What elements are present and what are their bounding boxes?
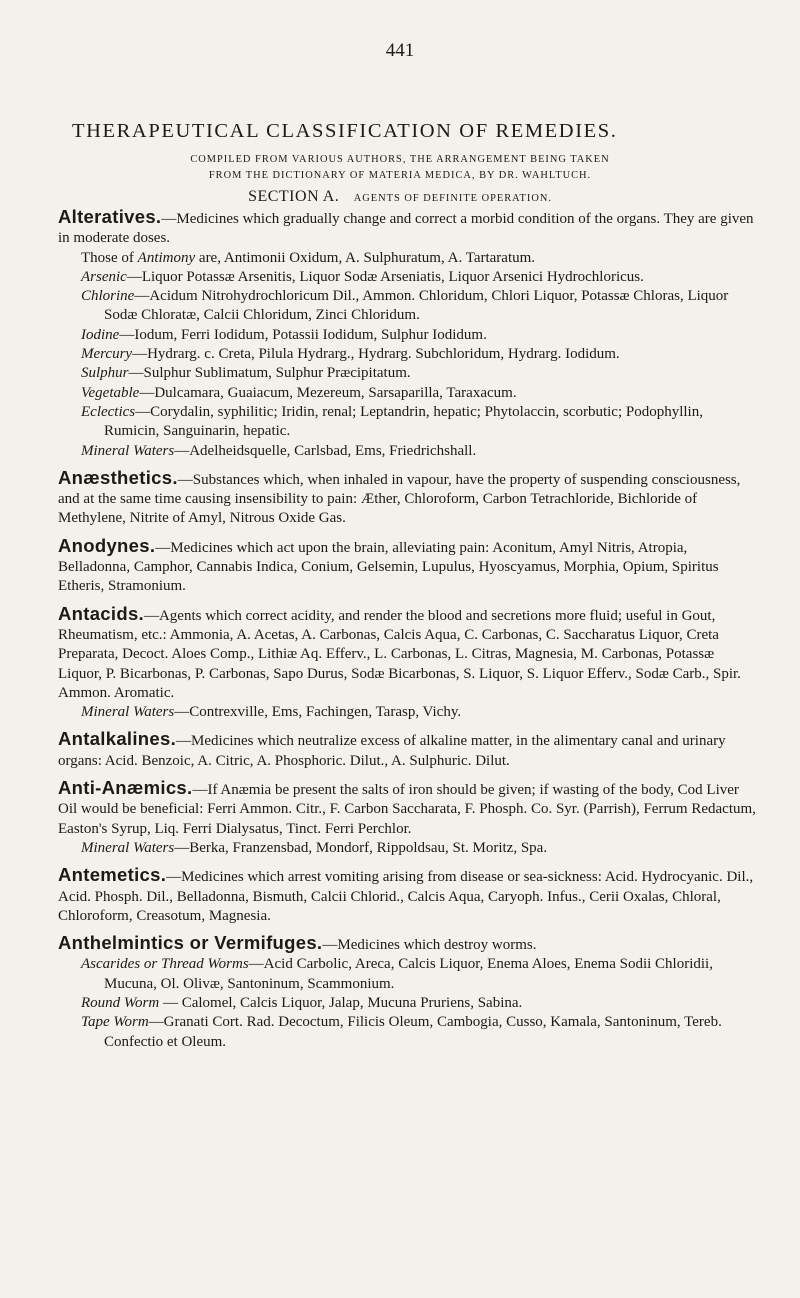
sub-entry-label: Antimony xyxy=(137,249,196,266)
entry-text: —Medicines which arrest vomiting arising from disease or sea-sickness: Acid. Hydrocyanic. Dil., Acid. Phosph. Dil., Belladonna, Bismuth, Calcii Chlorid., Calcis Aqua, Caryoph. Infus., Cerii Oxalas, Chloral, Chloroform, Creasotum, Magnesia. xyxy=(58,869,754,924)
sub-entry-label: Ascarides or Thread Worms xyxy=(81,956,249,973)
sub-entry-label: Iodine xyxy=(81,326,120,343)
entry-text: —Medicines which act upon the brain, alleviating pain: Aconitum, Amyl Nitris, Atropia, Belladonna, Camphor, Cannabis Indica, Conium, Gelsemin, Lupulus, Hyoscyamus, Morphia, Opium, Spiritus Etheris, Stramonium. xyxy=(58,539,719,595)
page-title: THERAPEUTICAL CLASSIFICATION OF REMEDIES. xyxy=(72,120,618,142)
sub-entry xyxy=(81,345,758,364)
entry-anthelmintics xyxy=(58,933,758,1052)
entry-text: —Medicines which gradually change and correct a morbid condition of the organs. They are given in moderate doses. xyxy=(58,211,754,247)
section-description: AGENTS OF DEFINITE OPERATION. xyxy=(353,193,552,204)
sub-entry-text: —Berka, Franzensbad, Mondorf, Rippoldsau, St. Moritz, Spa. xyxy=(174,839,548,856)
sub-entry-text: —Liquor Potassæ Arsenitis, Liquor Sodæ Arseniatis, Liquor Arsenici Hydrochloricus. xyxy=(126,268,644,285)
sub-entry-text: —Acidum Nitrohydrochloricum Dil., Ammon. Chloridum, Chlori Liquor, Potassæ Chloras, Liquor Sodæ Chloratæ, Calcii Chloridum, Zinci Chloridum. xyxy=(104,288,729,324)
sub-entry-text: —Dulcamara, Guaiacum, Mezereum, Sarsaparilla, Taraxacum. xyxy=(139,384,517,401)
sub-entry-text: —Hydrarg. c. Creta, Pilula Hydrarg., Hydrarg. Subchloridum, Hydrarg. Iodidum. xyxy=(132,346,620,363)
sub-entry xyxy=(81,994,758,1013)
entry-heading: Anti-Anæmics. xyxy=(58,777,193,799)
sub-entry-label: Tape Worm xyxy=(81,1014,149,1031)
entry-anti-anaemics xyxy=(58,778,758,858)
entry-heading: Antalkalines. xyxy=(58,728,177,750)
entry-text: —Medicines which neutralize excess of alkaline matter, in the alimentary canal and urinary organs: Acid. Benzoic, A. Citric, A. Phosphoric. Dilut., A. Sulphuric. Dilut. xyxy=(58,733,726,769)
page-number: 441 xyxy=(385,40,415,61)
entry-anodynes xyxy=(58,536,758,597)
sub-entry-text: — Calomel, Calcis Liquor, Jalap, Mucuna Pruriens, Sabina. xyxy=(159,994,523,1011)
sub-entry xyxy=(81,1013,758,1052)
subtitle-line-1: COMPILED FROM VARIOUS AUTHORS, THE ARRANGEMENT BEING TAKEN xyxy=(190,154,610,165)
sub-entry xyxy=(81,364,758,383)
entry-heading: Anodynes. xyxy=(58,534,156,556)
entry-paragraph xyxy=(58,207,758,249)
sub-entry xyxy=(81,442,758,461)
sub-entry-text: —Acid Carbolic, Areca, Calcis Liquor, Enema Aloes, Enema Sodii Chloridii, Mucuna, Ol. Olivæ, Santoninum, Scammonium. xyxy=(104,956,713,992)
entry-antacids xyxy=(58,604,758,723)
entry-heading: Antemetics. xyxy=(58,864,167,886)
sub-entry-text: —Sulphur Sublimatum, Sulphur Præcipitatum. xyxy=(128,365,411,382)
sub-entry-label: Mineral Waters xyxy=(81,442,175,459)
sub-entry-label: Mineral Waters xyxy=(81,704,175,721)
entry-heading: Anæsthetics. xyxy=(58,466,178,488)
sub-entry xyxy=(81,955,758,994)
sub-entry-text: —Contrexville, Ems, Fachingen, Tarasp, Vichy. xyxy=(174,704,462,721)
sub-entry-antimony xyxy=(58,249,758,268)
entry-heading: Anthelmintics or Vermifuges. xyxy=(58,932,323,954)
entry-antalkalines xyxy=(58,729,758,771)
sub-entry-label: Sulphur xyxy=(81,365,129,382)
content-body xyxy=(58,207,758,1059)
entry-anaesthetics xyxy=(58,468,758,529)
sub-entry-label: Chlorine xyxy=(81,288,135,305)
sub-entry xyxy=(81,287,758,326)
sub-entry xyxy=(81,384,758,403)
entry-text: —Substances which, when inhaled in vapour, have the property of suspending consciousness, and at the same time causing insensibility to pain: Æther, Chloroform, Carbon Tetrachloride, Bichloride of Methylene, Nitrite of Amyl, Nitrous Oxide Gas. xyxy=(58,471,741,527)
entry-text: —If Anæmia be present the salts of iron should be given; if wasting of the body, Cod Liver Oil would be beneficial: Ferri Ammon. Citr., F. Carbon Saccharata, F. Phosph. Co. Syr. (Parrish), Ferrum Redactum, Easton's Syrup, Liq. Ferri Dialysatus, Tinct. Ferri Perchlor. xyxy=(58,782,756,837)
entry-alteratives xyxy=(58,207,758,461)
subtitle xyxy=(0,152,800,184)
entry-antemetics xyxy=(58,865,758,926)
section-heading xyxy=(0,188,800,206)
sub-entry-text: are, Antimonii Oxidum, A. Sulphuratum, A. Tartaratum. xyxy=(195,249,536,266)
sub-entry-label: Arsenic xyxy=(81,268,127,285)
entry-paragraph xyxy=(58,933,758,955)
sub-entry-text: —Corydalin, syphilitic; Iridin, renal; Leptandrin, hepatic; Phytolaccin, scorbutic; Podophyllin, Rumicin, Sanguinarin, hepatic. xyxy=(104,403,703,440)
sub-entry-label: Round Worm xyxy=(81,994,160,1011)
sub-entry-label: Eclectics xyxy=(81,403,136,420)
sub-entry-label: Mercury xyxy=(81,346,133,363)
mineral-waters-line xyxy=(81,839,758,858)
sub-entry xyxy=(81,268,758,287)
entry-heading: Antacids. xyxy=(58,602,144,624)
sub-entry xyxy=(81,326,758,345)
sub-entry-text: —Granati Cort. Rad. Decoctum, Filicis Oleum, Cambogia, Cusso, Kamala, Santoninum, Tereb. Confectio et Oleum. xyxy=(104,1014,722,1050)
sub-entry-label: Vegetable xyxy=(81,384,140,401)
entry-paragraph xyxy=(58,778,758,839)
entry-text: —Medicines which destroy worms. xyxy=(322,937,537,954)
mineral-waters-line xyxy=(58,703,758,722)
sub-entry-intro: Those of xyxy=(81,249,138,266)
subtitle-line-2: FROM THE DICTIONARY OF MATERIA MEDICA, BY DR. WAHLTUCH. xyxy=(208,170,592,181)
sub-entry-label: Mineral Waters xyxy=(81,839,175,856)
sub-entry xyxy=(81,403,758,442)
section-label: SECTION A. xyxy=(248,188,340,205)
sub-entry-text: —Iodum, Ferri Iodidum, Potassii Iodidum, Sulphur Iodidum. xyxy=(119,326,487,343)
sub-entry-text: —Adelheidsquelle, Carlsbad, Ems, Friedrichshall. xyxy=(174,442,477,459)
entry-paragraph xyxy=(58,604,758,703)
entry-heading: Alteratives. xyxy=(58,206,162,227)
entry-text: —Agents which correct acidity, and render the blood and secretions more fluid; useful in Gout, Rheumatism, etc.: Ammonia, A. Acetas, A. Carbonas, Calcis Aqua, C. Carbonas, C. Saccharatus Liquor, Creta Preparata, Decoct. Aloes Comp., Lithiæ Aq. Efferv., L. Carbonas, L. Citras, Magnesia, M. Carbonas, Potassæ Liquor, P. Bicarbonas, P. Carbonas, Sapo Durus, Sodæ Bicarbonas, S. Liquor, S. Liquor Efferv., Sodæ Carb., Spir. Ammon. Aromatic. xyxy=(58,607,741,701)
